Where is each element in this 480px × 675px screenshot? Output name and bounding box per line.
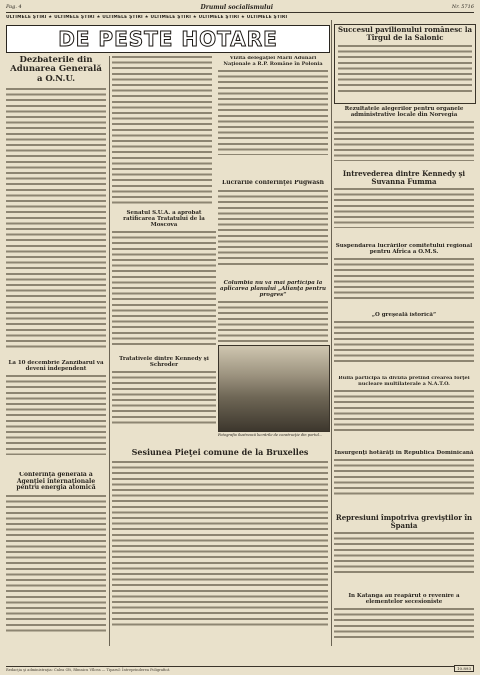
news-strip: ULTIMELE ŞTIRI ★ ULTIMELE ŞTIRI ★ ULTIMELE ŞTIRI ★ ULTIMELE ŞTIRI ★ ULTIMELE ŞTIRI ★ ULTIMELE ŞTIRI (6, 15, 288, 20)
article-title: Conferinţa generală a Agenţiei internaţionale pentru energia atomică (16, 472, 96, 492)
article-onu (6, 56, 106, 356)
article-title: „O greşeală istorică“ (371, 312, 437, 318)
article-title: Vizita delegaţiei Marii Adunări Naţionale a R.P. Române în Polonia (223, 56, 323, 67)
article-body (112, 231, 216, 346)
page-footer: Redacţia şi administraţia: Calea Olt, Rîmnicu Vîlcea — Tiparul: Întreprinderea Poligrafică (6, 666, 474, 672)
banner-title: DE PESTE HOTARE (58, 27, 278, 51)
article-title: Columbia nu va mai participa la aplicarea planului „Alianţa pentru progres“ (220, 280, 326, 299)
article-title: Bulla participă la divizia pretind crearea forţei nucleare multilaterale a N.A.T.O. (338, 376, 470, 387)
article-pugwash (218, 180, 328, 275)
section-banner (6, 25, 330, 53)
article-title: Insurgenţi hotărăţi în Republica Dominicană (334, 450, 474, 456)
article-title: Succesul pavilionului românesc la Tîrgul de la Salonic (337, 25, 473, 42)
article-body (218, 70, 328, 155)
article-dominicana (334, 450, 474, 510)
article-greseala (334, 312, 474, 372)
page-label: Pag. 4 (6, 4, 22, 10)
article-body (334, 121, 474, 161)
article-body (6, 88, 106, 348)
article-body (112, 371, 216, 426)
article-body (6, 375, 106, 455)
page-number: 10.893 (454, 665, 474, 672)
article-norvegia (334, 106, 474, 166)
article-body (334, 321, 474, 363)
article-body (334, 608, 474, 638)
article-title: In Katanga au reapărut o revenire a elementelor secesioniste (348, 593, 460, 606)
article-title: Sesiunea Pieţei comune de la Bruxelles (131, 448, 309, 457)
article-onu-continued (112, 56, 212, 206)
article-body (338, 45, 472, 95)
article-body (112, 56, 212, 206)
article-title: Rezultatele alegerilor pentru organele administrative locale din Norvegia (344, 106, 464, 119)
paper-name: Drumul socialismului (200, 4, 274, 11)
article-nato (334, 376, 474, 446)
article-zanzibar (6, 360, 106, 470)
article-body (334, 258, 474, 300)
article-spania (334, 514, 474, 589)
news-photo (218, 345, 330, 432)
article-title: Lucrările conferinţei Pugwash (222, 180, 324, 186)
article-title: Suspendarea lucrărilor comitetului regional pentru Africa a O.M.S. (335, 243, 473, 256)
article-body (112, 461, 328, 626)
column-separator (331, 20, 332, 646)
article-senat (112, 210, 216, 350)
article-body (334, 459, 474, 497)
article-schroder (112, 356, 216, 431)
article-polonia (218, 56, 328, 176)
article-energie (6, 472, 106, 647)
article-body (334, 390, 474, 432)
article-title: Senatul S.U.A. a aprobat ratificarea Tratatului de la Moscova (123, 210, 205, 229)
article-kennedy-fumma (334, 170, 474, 240)
article-body (334, 532, 474, 577)
article-title: Tratativele dintre Kennedy şi Schroder (119, 356, 209, 369)
article-title: Dezbaterile din Adunarea Generală a O.N.U. (10, 56, 102, 84)
page-header (6, 4, 474, 11)
article-oms (334, 243, 474, 308)
issue-number: Nr. 5716 (451, 4, 474, 10)
article-title: Represiuni împotriva greviştilor în Spania (335, 514, 473, 530)
photo-caption: Fotografia ilustrează lucrările de construcţie din portul... (218, 433, 323, 437)
article-body (6, 495, 106, 635)
article-secesiune (334, 593, 474, 647)
article-body (218, 190, 328, 265)
column-separator (109, 56, 110, 646)
article-body (334, 188, 474, 228)
article-title: Intrevederea dintre Kennedy şi Suvanna Fumma (342, 170, 466, 186)
article-salonic-box (334, 24, 476, 104)
article-piata (112, 448, 328, 648)
article-title: La 10 decembrie Zanzibarul va deveni independent (8, 360, 104, 373)
header-rule (6, 12, 474, 13)
